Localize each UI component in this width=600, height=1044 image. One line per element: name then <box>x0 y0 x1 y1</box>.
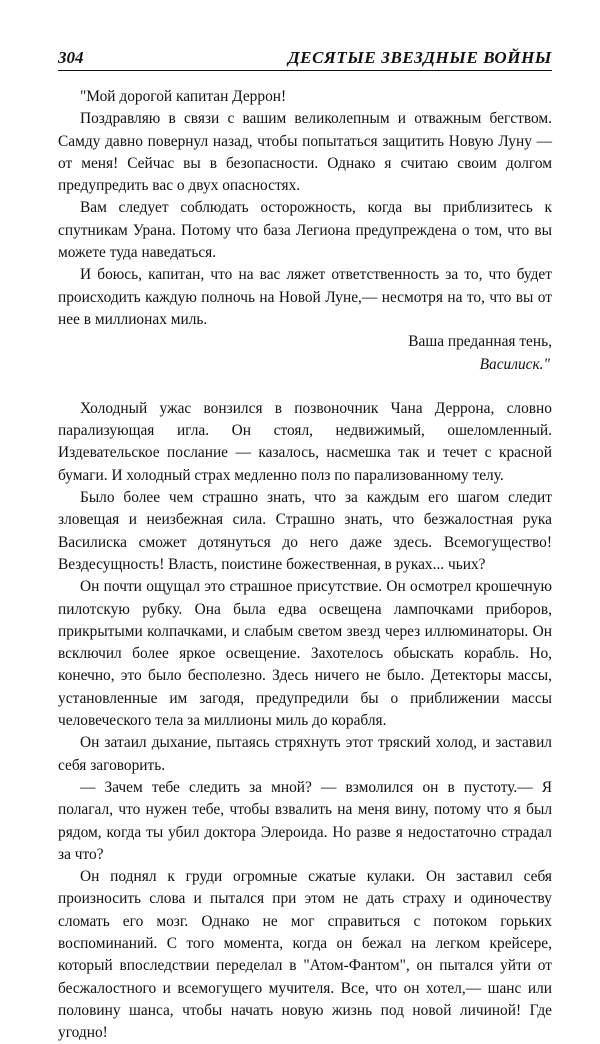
story-paragraph: Холодный ужас вонзился в позвоночник Чана Деррона, словно парализующая игла. Он стоял, недвижимый, ошеломленный. Издевательское послание — казалось, насмешка так и течет с красной бумаги. И холодный страх медленно полз по парализованному телу. <box>58 399 552 484</box>
story-paragraph: Он затаил дыхание, пытаясь стряхнуть этот тряский холод, и заставил себя заговорить. <box>58 734 552 774</box>
letter-closing: Ваша преданная тень, <box>408 333 552 351</box>
story-paragraph: Он поднял к груди огромные сжатые кулаки. Он заставил себя произносить слова и пытался при этом не дать страху и одиночеству сломать его мозг. Однако не мог справиться с потоком горьких воспоминаний. С того момента, когда он бежал на легком крейсере, который впоследствии переделал в "Атом-Фантом", он пытался уйти от бесжалостного и всемогущего мучителя. Все, что он хотел,— шанс или половину шанса, чтобы начать новую жизнь под новой личиной! Где угодно! <box>58 868 552 1042</box>
story-paragraph: Было более чем страшно знать, что за каждым его шагом следит зловещая и неизбежная сила. Страшно знать, что безжалостная рука Василиска сможет дотянуться до него даже здесь. Всемогущество! Вездесущность! Власть, поистине божественная, в руках... чьих? <box>58 489 552 573</box>
letter-salutation: "Мой дорогой капитан Деррон! <box>80 88 287 105</box>
letter-paragraph: Вам следует соблюдать осторожность, когда вы приблизитесь к спутникам Урана. Потому что база Легиона предупреждена о том, что вы можете туда наведаться. <box>58 199 552 262</box>
story-paragraph: Он почти ощущал это страшное присутствие. Он осмотрел крошечную пилотскую рубку. Она была едва освещена лампочками приборов, прикрытыми колпачками, и слабым светом звезд через иллюминаторы. Он всключил более яркое освещение. Захотелось обыскать корабль. Но, конечно, это было бесполезно. Здесь ничего не было. Детекторы массы, установленные им загодя, предупредили бы о приближении массы человеческого тела за миллионы миль до корабля. <box>58 578 552 730</box>
letter-paragraph: Поздравляю в связи с вашим великолепным и отважным бегством. Самду давно повернул назад, чтобы попытаться защитить Новую Луну — от меня! Сейчас вы в безопасности. Однако я считаю своим долгом предупредить вас о двух опасностях. <box>58 110 552 195</box>
letter-paragraph: И боюсь, капитан, что на вас ляжет ответственность за то, что будет происходить каждую полночь на Новой Луне,— несмотря на то, что вы от нее в миллионах миль. <box>58 266 552 328</box>
story-text <box>58 398 552 1044</box>
page-number: 304 <box>58 48 84 67</box>
letter <box>58 86 552 376</box>
running-header <box>58 44 552 71</box>
section-gap <box>58 376 552 398</box>
page-body <box>58 86 552 1044</box>
running-title: ДЕСЯТЫЕ ЗВЕЗДНЫЕ ВОЙНЫ <box>287 48 552 67</box>
story-paragraph: — Зачем тебе следить за мной? — взмолился он в пустоту.— Я полагал, что нужен тебе, чтобы взвалить на меня вину, потому что я был рядом, когда ты убил доктора Элероида. Но разве я недостаточно страдал за что? <box>58 778 552 863</box>
letter-signature: Василиск." <box>479 355 550 373</box>
